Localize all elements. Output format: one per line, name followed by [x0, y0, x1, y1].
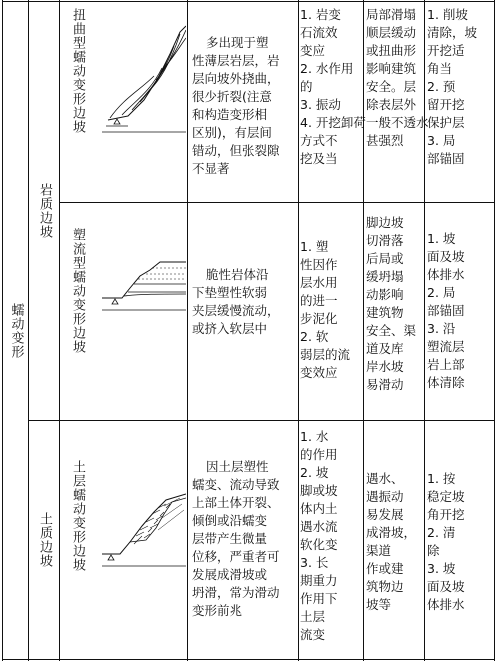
category-label: 蠕动变形 [8, 302, 24, 359]
cause-line: 石流效 [300, 25, 338, 40]
cause-line: 3. 振动 [300, 97, 341, 112]
hazard-line: 遇水、 [366, 471, 404, 486]
measure-line: 保护层 [427, 115, 465, 130]
causes-cell-2 [300, 238, 362, 414]
hazard-line: 成滑坡， [366, 525, 417, 540]
description-line: 很少折裂(注意 [192, 89, 272, 104]
measure-line: 体排水 [427, 267, 465, 282]
cause-line: 步泥化 [300, 311, 338, 326]
hazard-line: 筑物边 [366, 579, 404, 594]
description-line: 层带产生微量 [192, 531, 268, 546]
group-label-rock: 岩质边坡 [37, 183, 52, 239]
cause-line: 弱层的流 [300, 347, 351, 362]
cause-line: 流变 [300, 627, 326, 642]
description-line: 层向坡外挠曲， [192, 71, 280, 86]
rule [59, 202, 495, 203]
measures-cell-3 [427, 470, 493, 620]
hazard-line: 建筑物 [366, 305, 404, 320]
cause-line: 1. 塑 [300, 239, 329, 254]
hazard-line: 坡等 [366, 597, 392, 612]
plastic-flow-slope-sketch [100, 248, 186, 318]
description-line: 或挤入软层中 [192, 321, 268, 336]
rule [494, 0, 495, 661]
description-line: 下垫塑性软弱 [192, 285, 268, 300]
description-cell-2 [192, 266, 296, 356]
cause-line: 3. 长 [300, 555, 329, 570]
cause-line: 层水用 [300, 275, 338, 290]
measure-line: 面及坡 [427, 249, 465, 264]
rule [298, 0, 299, 661]
group-label-soil: 土质边坡 [37, 512, 52, 568]
measure-line: 1. 削坡 [427, 7, 468, 22]
cause-line: 期重力 [300, 573, 338, 588]
cause-line: 遇水流 [300, 519, 338, 534]
hazard-line: 脚边坡 [366, 215, 404, 230]
measure-line: 角当 [427, 61, 453, 76]
rule [2, 1, 495, 2]
cause-line: 的作用 [300, 447, 338, 462]
hazard-cell-1 [366, 6, 429, 200]
cause-line: 软化变 [300, 537, 338, 552]
rule [424, 0, 425, 661]
measure-line: 部锚固 [427, 303, 465, 318]
measure-line: 留开挖 [427, 97, 465, 112]
hazard-line: 岸水坡 [366, 359, 404, 374]
hazard-line: 易发展 [366, 507, 404, 522]
hazard-line: 易滑动 [366, 377, 404, 392]
group-cell-soil [28, 420, 60, 660]
measure-line: 角开挖 [427, 507, 465, 522]
description-line: 坍滑，常为滑动 [192, 585, 280, 600]
description-line: 发展成滑坡或 [192, 567, 268, 582]
hazard-cell-2 [366, 214, 424, 418]
description-line: 多出现于塑 [206, 35, 269, 50]
description-line: 倾倒或沿蠕变 [192, 513, 268, 528]
cause-line: 2. 软 [300, 329, 329, 344]
rule [363, 0, 364, 661]
hazard-line: 缓坍塌 [366, 269, 404, 284]
hazard-line: 安全、渠 [366, 323, 417, 338]
description-line: 蠕变、流动导致 [192, 477, 280, 492]
cause-line: 1. 岩变 [300, 7, 341, 22]
measure-line: 岩上部 [427, 357, 465, 372]
type-cell-1 [62, 8, 92, 198]
description-line: 区别)，有层间 [192, 125, 272, 140]
description-cell-1 [192, 34, 296, 194]
measure-line: 1. 坡 [427, 231, 456, 246]
group-cell-rock [28, 1, 60, 421]
causes-cell-3 [300, 428, 362, 658]
description-cell-3 [192, 458, 296, 628]
description-line: 脆性岩体沿 [206, 267, 269, 282]
cause-line: 作用下 [300, 591, 338, 606]
hazard-line: 切滑落 [366, 233, 404, 248]
description-line: 变形前兆 [192, 603, 243, 618]
cause-line: 脚或坡 [300, 483, 338, 498]
description-line: 夹层缓慢流动， [192, 303, 280, 318]
measure-line: 3. 局 [427, 133, 456, 148]
cause-line: 体内土 [300, 501, 338, 516]
hazard-line: 渠道 [366, 543, 392, 558]
hazard-line: 动影响 [366, 287, 404, 302]
measure-line: 除 [427, 543, 440, 558]
type-label-2: 塑流型蠕动变形边坡 [70, 228, 85, 354]
measure-line: 稳定坡 [427, 489, 465, 504]
cause-line: 挖及当 [300, 151, 338, 166]
hazard-line: 安全。层 [366, 79, 417, 94]
cause-line: 变效应 [300, 365, 338, 380]
hazard-line: 影响建筑 [366, 61, 417, 76]
rule [2, 659, 495, 660]
measure-line: 体清除 [427, 375, 465, 390]
type-label-1: 扭曲型蠕动变形边坡 [70, 8, 85, 134]
measures-cell-1 [427, 6, 493, 200]
cause-line: 方式不 [300, 133, 338, 148]
measure-line: 3. 坡 [427, 561, 456, 576]
cause-line: 4. 开挖卸荷 [300, 115, 366, 130]
cause-line: 的 [300, 79, 313, 94]
cause-line: 2. 坡 [300, 465, 329, 480]
measure-line: 2. 局 [427, 285, 456, 300]
description-line: 和构造变形相 [192, 107, 268, 122]
measure-line: 3. 沿 [427, 321, 456, 336]
description-line: 上部土体开裂、 [192, 495, 280, 510]
hazard-line: 或扭曲形 [366, 43, 417, 58]
hazard-line: 甚强烈 [366, 133, 404, 148]
twisted-slope-sketch [100, 20, 186, 140]
hazard-line: 后局或 [366, 251, 404, 266]
cause-line: 变应 [300, 43, 326, 58]
type-cell-2 [62, 228, 92, 408]
cause-line: 1. 水 [300, 429, 329, 444]
measure-line: 1. 按 [427, 471, 456, 486]
cause-line: 性因作 [300, 257, 338, 272]
description-line: 因土层塑性 [206, 459, 269, 474]
hazard-line: 一般不透水 [366, 115, 429, 130]
hazard-line: 顺层缓动 [366, 25, 417, 40]
measures-cell-2 [427, 230, 493, 410]
hazard-line: 作或建 [366, 561, 404, 576]
hazard-line: 道及库 [366, 341, 404, 356]
soil-creep-slope-sketch [100, 488, 186, 578]
description-line: 错动，但张裂隙 [192, 143, 280, 158]
rule [187, 0, 188, 661]
hazard-line: 除表层外 [366, 97, 417, 112]
measure-line: 面及坡 [427, 579, 465, 594]
measure-line: 塑流层 [427, 339, 465, 354]
cause-line: 2. 水作用 [300, 61, 354, 76]
description-line: 不显著 [192, 161, 230, 176]
cause-line: 的进一 [300, 293, 338, 308]
rule [28, 420, 495, 421]
measure-line: 清除，坡 [427, 25, 478, 40]
measure-line: 体排水 [427, 597, 465, 612]
description-line: 位移，严重者可 [192, 549, 280, 564]
measure-line: 2. 清 [427, 525, 456, 540]
measure-line: 2. 预 [427, 79, 456, 94]
measure-line: 部锚固 [427, 151, 465, 166]
hazard-cell-3 [366, 470, 424, 620]
causes-cell-1 [300, 6, 366, 200]
category-cell [2, 1, 29, 660]
cause-line: 土层 [300, 609, 326, 624]
type-cell-3 [62, 460, 92, 610]
hazard-line: 遇振动 [366, 489, 404, 504]
description-line: 性薄层岩层，岩 [192, 53, 280, 68]
hazard-line: 局部滑塌 [366, 7, 417, 22]
measure-line: 开挖适 [427, 43, 465, 58]
type-label-3: 土层蠕动变形边坡 [70, 460, 85, 572]
